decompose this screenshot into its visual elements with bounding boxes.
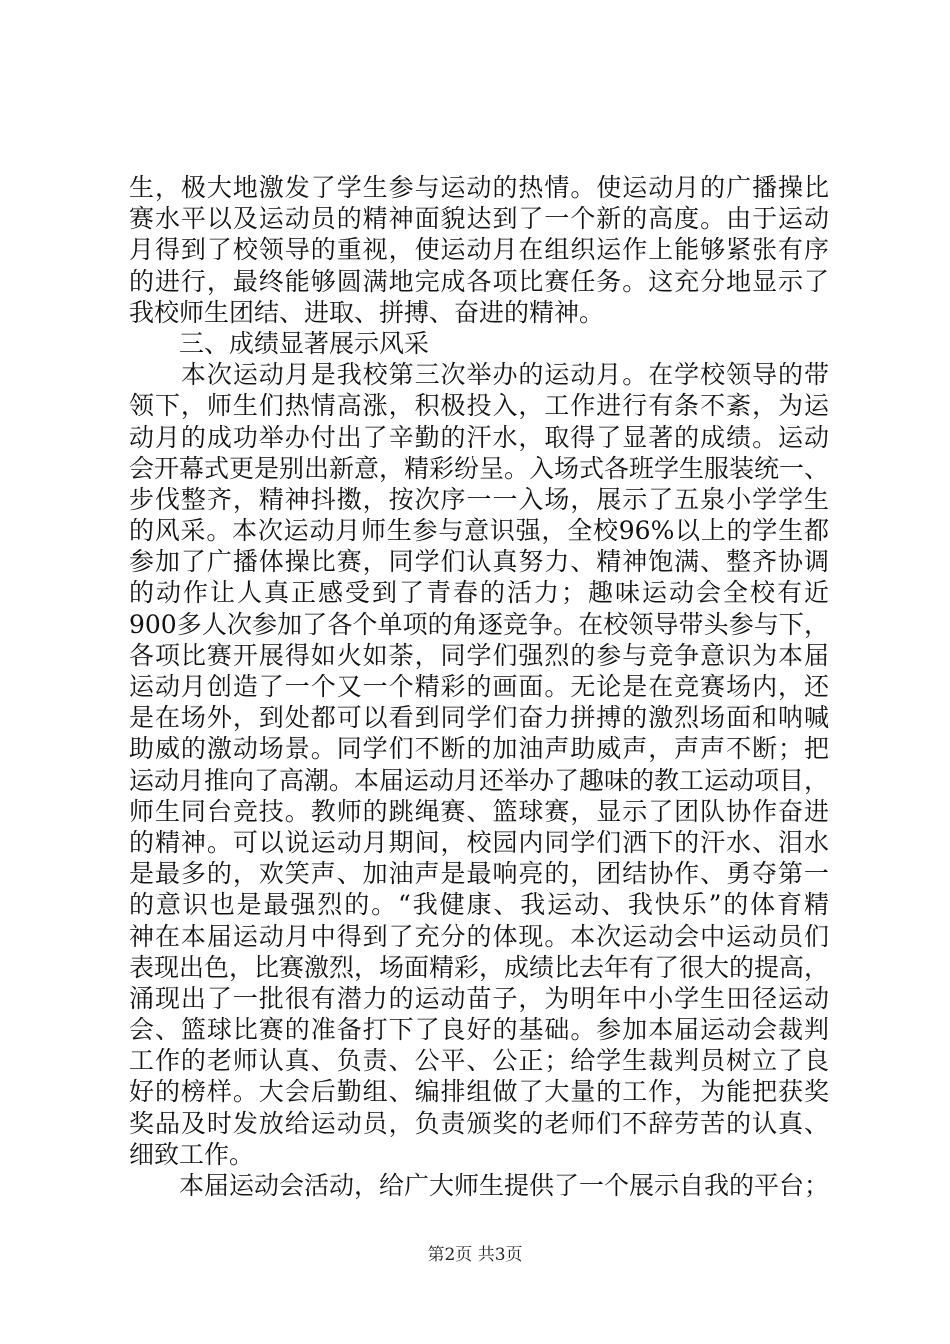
text-line: 会开幕式更是别出新意，精彩纷呈。入场式各班学生服装统一、 [129, 453, 830, 483]
text-line: 的进行，最终能够圆满地完成各项比赛任务。这充分地显示了 [129, 266, 829, 296]
text-line: 师生同台竞技。教师的跳绳赛、篮球赛，显示了团队协作奋进 [129, 796, 829, 826]
text-line: 步伐整齐，精神抖擞，按次序一一入场，展示了五泉小学学生 [129, 484, 829, 514]
text-line: 涌现出了一批很有潜力的运动苗子，为明年中小学生田径运动 [129, 983, 829, 1013]
text-line: 的精神。可以说运动月期间，校园内同学们洒下的汗水、泪水 [129, 827, 829, 857]
text-line: 工作的老师认真、负责、公平、公正；给学生裁判员树立了良 [129, 1046, 829, 1076]
text-line: 细致工作。 [129, 1139, 255, 1169]
text-line: 900多人次参加了各个单项的角逐竞争。在校领导带头参与下， [129, 609, 829, 639]
text-line: 神在本届运动月中得到了充分的体现。本次运动会中运动员们 [129, 921, 829, 951]
text-line: 是最多的，欢笑声、加油声是最响亮的，团结协作、勇夺第一 [129, 859, 829, 889]
text-line: 表现出色，比赛激烈，场面精彩，成绩比去年有了很大的提高， [129, 952, 830, 982]
page-footer [0, 1244, 950, 1266]
text-line: 的意识也是最强烈的。“我健康、我运动、我快乐”的体育精 [129, 890, 829, 920]
text-line: 各项比赛开展得如火如荼，同学们强烈的参与竞争意识为本届 [129, 640, 829, 670]
section-heading: 三、成绩显著展示风采 [129, 328, 430, 358]
text-line: 赛水平以及运动员的精神面貌达到了一个新的高度。由于运动 [129, 204, 829, 234]
text-line: 会、篮球比赛的准备打下了良好的基础。参加本届运动会裁判 [129, 1015, 829, 1045]
text-line: 生，极大地激发了学生参与运动的热情。使运动月的广播操比 [129, 173, 829, 202]
text-line: 助威的激动场景。同学们不断的加油声助威声，声声不断；把 [129, 734, 829, 764]
text-line: 好的榜样。大会后勤组、编排组做了大量的工作，为能把获奖 [129, 1077, 829, 1107]
text-line: 的动作让人真正感受到了青春的活力；趣味运动会全校有近 [129, 578, 829, 608]
text-line: 是在场外，到处都可以看到同学们奋力拼搏的激烈场面和呐喊 [129, 703, 829, 733]
text-line: 的风采。本次运动月师生参与意识强，全校96%以上的学生都 [129, 516, 829, 546]
document-body [129, 172, 829, 1201]
text-line: 领下，师生们热情高涨，积极投入，工作进行有条不紊，为运 [129, 391, 829, 421]
text-line: 本届运动会活动，给广大师生提供了一个展示自我的平台； [129, 1171, 830, 1200]
page-number: 第2页 共3页 [427, 1245, 523, 1265]
text-line: 参加了广播体操比赛，同学们认真努力、精神饱满、整齐协调 [129, 547, 829, 577]
text-line: 我校师生团结、进取、拼搏、奋进的精神。 [129, 297, 605, 327]
text-line: 运动月推向了高潮。本届运动月还举办了趣味的教工运动项目， [129, 765, 830, 795]
text-line: 运动月创造了一个又一个精彩的画面。无论是在竞赛场内，还 [129, 672, 829, 701]
text-line: 本次运动月是我校第三次举办的运动月。在学校领导的带 [129, 360, 829, 390]
text-line: 月得到了校领导的重视，使运动月在组织运作上能够紧张有序 [129, 235, 829, 265]
text-line: 奖品及时发放给运动员，负责颁奖的老师们不辞劳苦的认真、 [129, 1108, 829, 1138]
text-line: 动月的成功举办付出了辛勤的汗水，取得了显著的成绩。运动 [129, 422, 829, 452]
